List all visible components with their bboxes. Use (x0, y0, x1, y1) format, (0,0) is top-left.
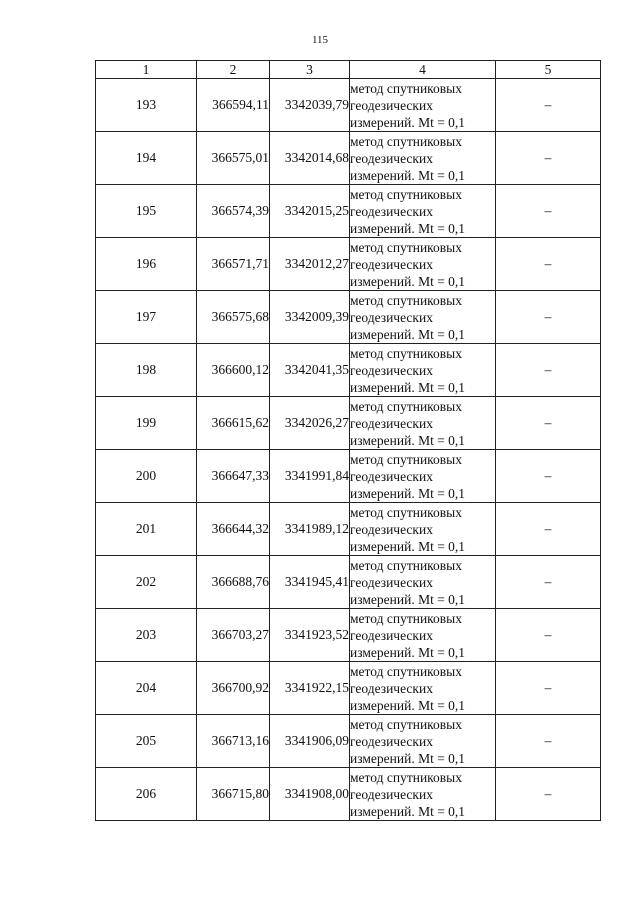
method-text-line: измерений. Mt = 0,1 (350, 750, 466, 766)
note-cell: – (496, 238, 601, 291)
y-coordinate-cell: 3341906,09 (270, 715, 350, 768)
method-text-line: метод спутниковых (350, 663, 462, 679)
method-text-line: метод спутниковых (350, 557, 462, 573)
x-coordinate-cell: 366647,33 (197, 450, 270, 503)
method-text-line: геодезических (350, 97, 433, 113)
method-text-line: геодезических (350, 574, 433, 590)
method-cell (350, 450, 496, 503)
note-cell: – (496, 344, 601, 397)
y-coordinate-cell: 3342014,68 (270, 132, 350, 185)
method-text-line: измерений. Mt = 0,1 (350, 114, 466, 130)
table-row (96, 344, 601, 397)
x-coordinate-cell: 366688,76 (197, 556, 270, 609)
point-number-cell: 193 (96, 79, 197, 132)
note-cell: – (496, 185, 601, 238)
method-text-line: метод спутниковых (350, 292, 462, 308)
table-row (96, 291, 601, 344)
method-text-line: геодезических (350, 256, 433, 272)
x-coordinate-cell: 366600,12 (197, 344, 270, 397)
column-header-4: 4 (350, 61, 496, 79)
method-text-line: геодезических (350, 150, 433, 166)
y-coordinate-cell: 3341989,12 (270, 503, 350, 556)
note-cell: – (496, 768, 601, 821)
x-coordinate-cell: 366703,27 (197, 609, 270, 662)
x-coordinate-cell: 366574,39 (197, 185, 270, 238)
method-text-line: геодезических (350, 362, 433, 378)
table-row (96, 715, 601, 768)
method-cell (350, 768, 496, 821)
method-text-line: измерений. Mt = 0,1 (350, 644, 466, 660)
method-text-line: геодезических (350, 415, 433, 431)
note-cell: – (496, 556, 601, 609)
point-number-cell: 201 (96, 503, 197, 556)
method-cell (350, 503, 496, 556)
point-number-cell: 195 (96, 185, 197, 238)
x-coordinate-cell: 366715,80 (197, 768, 270, 821)
table-row (96, 185, 601, 238)
y-coordinate-cell: 3342015,25 (270, 185, 350, 238)
method-text-line: измерений. Mt = 0,1 (350, 326, 466, 342)
table-row (96, 768, 601, 821)
method-text-line: геодезических (350, 680, 433, 696)
y-coordinate-cell: 3341908,00 (270, 768, 350, 821)
point-number-cell: 194 (96, 132, 197, 185)
method-text-line: измерений. Mt = 0,1 (350, 538, 466, 554)
note-cell: – (496, 715, 601, 768)
method-text-line: измерений. Mt = 0,1 (350, 167, 466, 183)
point-number-cell: 204 (96, 662, 197, 715)
column-header-2: 2 (197, 61, 270, 79)
method-text-line: метод спутниковых (350, 716, 462, 732)
y-coordinate-cell: 3342026,27 (270, 397, 350, 450)
header-row (96, 61, 601, 79)
method-text-line: геодезических (350, 786, 433, 802)
y-coordinate-cell: 3341923,52 (270, 609, 350, 662)
x-coordinate-cell: 366644,32 (197, 503, 270, 556)
table-row (96, 450, 601, 503)
table-row (96, 132, 601, 185)
x-coordinate-cell: 366571,71 (197, 238, 270, 291)
method-text-line: геодезических (350, 309, 433, 325)
method-text-line: измерений. Mt = 0,1 (350, 697, 466, 713)
y-coordinate-cell: 3342039,79 (270, 79, 350, 132)
table-row (96, 503, 601, 556)
method-cell (350, 715, 496, 768)
method-cell (350, 344, 496, 397)
point-number-cell: 197 (96, 291, 197, 344)
point-number-cell: 202 (96, 556, 197, 609)
coordinates-table (95, 60, 601, 821)
method-cell (350, 291, 496, 344)
note-cell: – (496, 662, 601, 715)
point-number-cell: 205 (96, 715, 197, 768)
y-coordinate-cell: 3342041,35 (270, 344, 350, 397)
method-text-line: геодезических (350, 627, 433, 643)
note-cell: – (496, 450, 601, 503)
point-number-cell: 200 (96, 450, 197, 503)
method-text-line: измерений. Mt = 0,1 (350, 432, 466, 448)
table-row (96, 609, 601, 662)
page-number: 115 (311, 34, 329, 46)
x-coordinate-cell: 366700,92 (197, 662, 270, 715)
method-text-line: геодезических (350, 468, 433, 484)
column-header-1: 1 (96, 61, 197, 79)
method-cell (350, 185, 496, 238)
method-cell (350, 79, 496, 132)
x-coordinate-cell: 366615,62 (197, 397, 270, 450)
method-cell (350, 556, 496, 609)
method-text-line: измерений. Mt = 0,1 (350, 379, 466, 395)
x-coordinate-cell: 366575,68 (197, 291, 270, 344)
method-text-line: измерений. Mt = 0,1 (350, 591, 466, 607)
y-coordinate-cell: 3341991,84 (270, 450, 350, 503)
method-text-line: метод спутниковых (350, 345, 462, 361)
method-cell (350, 662, 496, 715)
note-cell: – (496, 609, 601, 662)
x-coordinate-cell: 366575,01 (197, 132, 270, 185)
point-number-cell: 199 (96, 397, 197, 450)
y-coordinate-cell: 3342009,39 (270, 291, 350, 344)
method-text-line: измерений. Mt = 0,1 (350, 220, 466, 236)
method-text-line: измерений. Mt = 0,1 (350, 485, 466, 501)
y-coordinate-cell: 3341945,41 (270, 556, 350, 609)
method-cell (350, 132, 496, 185)
point-number-cell: 206 (96, 768, 197, 821)
method-text-line: геодезических (350, 521, 433, 537)
method-text-line: метод спутниковых (350, 398, 462, 414)
x-coordinate-cell: 366594,11 (197, 79, 270, 132)
table-body (96, 79, 601, 821)
method-text-line: метод спутниковых (350, 133, 462, 149)
method-text-line: геодезических (350, 733, 433, 749)
method-cell (350, 238, 496, 291)
table-row (96, 397, 601, 450)
table-row (96, 238, 601, 291)
note-cell: – (496, 397, 601, 450)
method-text-line: метод спутниковых (350, 451, 462, 467)
point-number-cell: 196 (96, 238, 197, 291)
method-text-line: метод спутниковых (350, 610, 462, 626)
y-coordinate-cell: 3342012,27 (270, 238, 350, 291)
point-number-cell: 198 (96, 344, 197, 397)
method-text-line: метод спутниковых (350, 186, 462, 202)
method-text-line: измерений. Mt = 0,1 (350, 273, 466, 289)
method-text-line: метод спутниковых (350, 80, 462, 96)
point-number-cell: 203 (96, 609, 197, 662)
method-cell (350, 609, 496, 662)
y-coordinate-cell: 3341922,15 (270, 662, 350, 715)
column-header-5: 5 (496, 61, 601, 79)
method-text-line: геодезических (350, 203, 433, 219)
method-text-line: метод спутниковых (350, 239, 462, 255)
note-cell: – (496, 132, 601, 185)
x-coordinate-cell: 366713,16 (197, 715, 270, 768)
column-header-3: 3 (270, 61, 350, 79)
table-row (96, 79, 601, 132)
note-cell: – (496, 503, 601, 556)
method-text-line: метод спутниковых (350, 769, 462, 785)
method-text-line: метод спутниковых (350, 504, 462, 520)
method-text-line: измерений. Mt = 0,1 (350, 803, 466, 819)
table-row (96, 556, 601, 609)
table-row (96, 662, 601, 715)
note-cell: – (496, 291, 601, 344)
note-cell: – (496, 79, 601, 132)
method-cell (350, 397, 496, 450)
